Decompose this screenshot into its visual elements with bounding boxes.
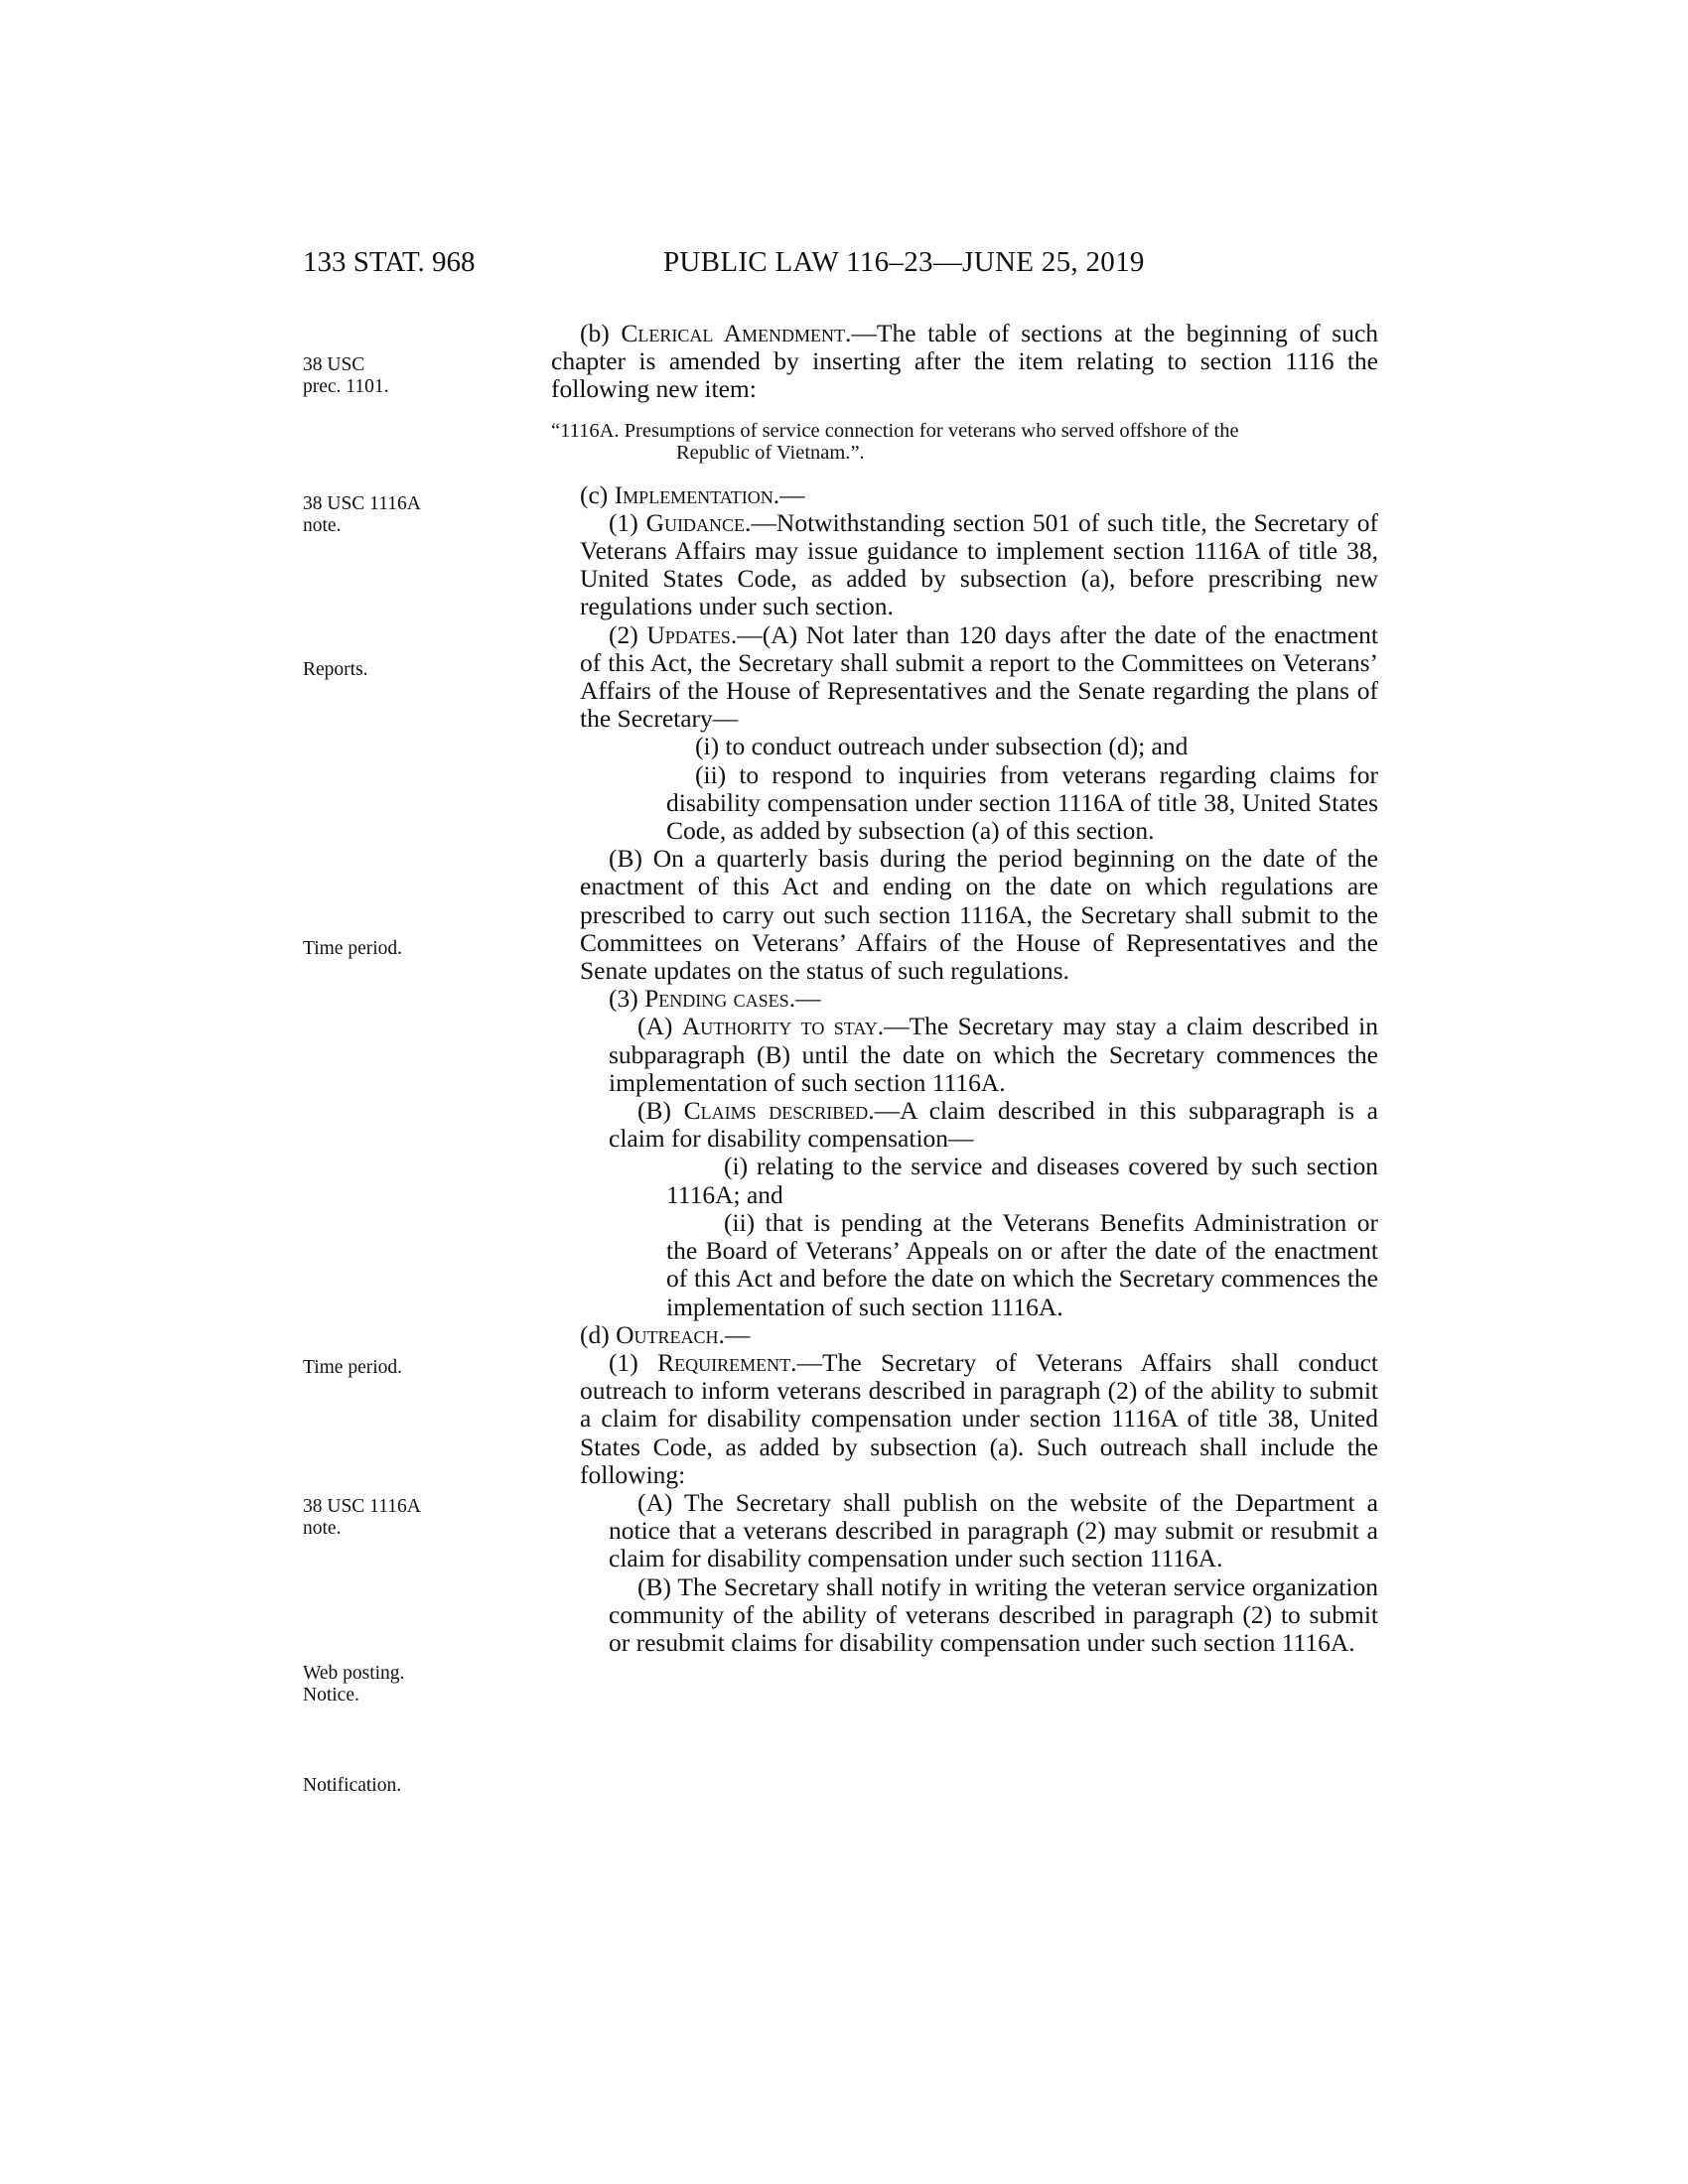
clause-c3b-ii: (ii) that is pending at the Veterans Benefits Administration or the Board of Veterans’ Appeals on or after the date of the enactment of this Act and before the date on which the Secretary commences the implementation of such section 1116A. <box>666 1207 1378 1321</box>
subparagraph-d1-a: (A) The Secretary shall publish on the website of the Department a notice that a veterans described in paragraph (2) may submit or resubmit a claim for disability compensation under such section 1116A. <box>609 1487 1378 1573</box>
public-law-title: PUBLIC LAW 116–23—JUNE 25, 2019 <box>663 246 1145 278</box>
subsection-c-heading: (c) Implementation.— <box>580 479 805 509</box>
clause-c3b-i: (i) relating to the service and diseases covered by such section 1116A; and <box>666 1152 1378 1209</box>
subsection-d-heading: (d) Outreach.— <box>580 1319 751 1349</box>
stat-page-number: 133 STAT. 968 <box>303 246 476 278</box>
paragraph-c3-heading: (3) Pending cases.— <box>609 984 821 1014</box>
paragraph-d1-requirement: (1) Requirement.—The Secretary of Veterans Affairs shall conduct outreach to inform veterans described in paragraph (2) of the ability to submit a claim for disability compensation under section 1116A of title 38, United States Code, as added by subsection (a). Such outreach shall include the following: <box>580 1347 1378 1489</box>
paragraph-c2-updates: (2) Updates.—(A) Not later than 120 days after the date of the enactment of this Act, the Secretary shall submit a report to the Committees on Veterans’ Affairs of the House of Representatives and the Senate regarding the plans of the Secretary— <box>580 619 1379 734</box>
page-header <box>0 246 1688 286</box>
paragraph-c1-guidance: (1) Guidance.—Notwithstanding section 501 of such title, the Secretary of Veterans Affairs may issue guidance to implement section 1116A of title 38, United States Code, as added by subsection (a), before prescribing new regulations under such section. <box>580 507 1378 621</box>
margin-note-usc-prec: 38 USC prec. 1101. <box>303 354 389 397</box>
subparagraph-c3-a: (A) Authority to stay.—The Secretary may stay a claim described in subparagraph (B) until the date on which the Secretary commences the implementation of such section 1116A. <box>609 1012 1379 1097</box>
statute-body <box>551 320 1378 1657</box>
subparagraph-d1-b: (B) The Secretary shall notify in writing the veteran service organization community of the ability of veterans described in paragraph (2) to submit or resubmit claims for disability compensation under such section 1116A. <box>609 1571 1378 1657</box>
clause-c2-i: (i) to conduct outreach under subsection (d); and <box>695 732 1189 761</box>
margin-note-usc-1116a-d: 38 USC 1116A note. <box>303 1496 421 1539</box>
margin-note-time-period-2: Time period. <box>303 1357 403 1378</box>
clause-c2-ii: (ii) to respond to inquiries from veterans regarding claims for disability compensation under section 1116A of title 38, United States Code, as added by subsection (a) of this section. <box>666 759 1378 846</box>
subparagraph-c3-b: (B) Claims described.—A claim described in this subparagraph is a claim for disability compensation— <box>609 1096 1378 1154</box>
margin-note-time-period-1: Time period. <box>303 938 403 959</box>
margin-note-reports: Reports. <box>303 659 368 680</box>
margin-note-usc-1116a-c: 38 USC 1116A note. <box>303 493 421 536</box>
margin-note-notification: Notification. <box>303 1775 402 1796</box>
subsection-b: (b) Clerical Amendment.—The table of sections at the beginning of such chapter is amended by inserting after the item relating to section 1116 the following new item: <box>551 319 1379 404</box>
subparagraph-c2-b: (B) On a quarterly basis during the period beginning on the date of the enactment of this Act and ending on the date on which regulations are prescribed to carry out such section 1116A, the Secretary shall submit to the Committees on Veterans’ Affairs of the House of Representatives and the Senate updates on the status of such regulations. <box>580 844 1378 986</box>
margin-note-web-posting: Web posting. Notice. <box>303 1663 405 1706</box>
table-of-sections-item: “1116A. Presumptions of service connection for veterans who served offshore of the Republic of Vietnam.”. <box>551 419 1239 464</box>
